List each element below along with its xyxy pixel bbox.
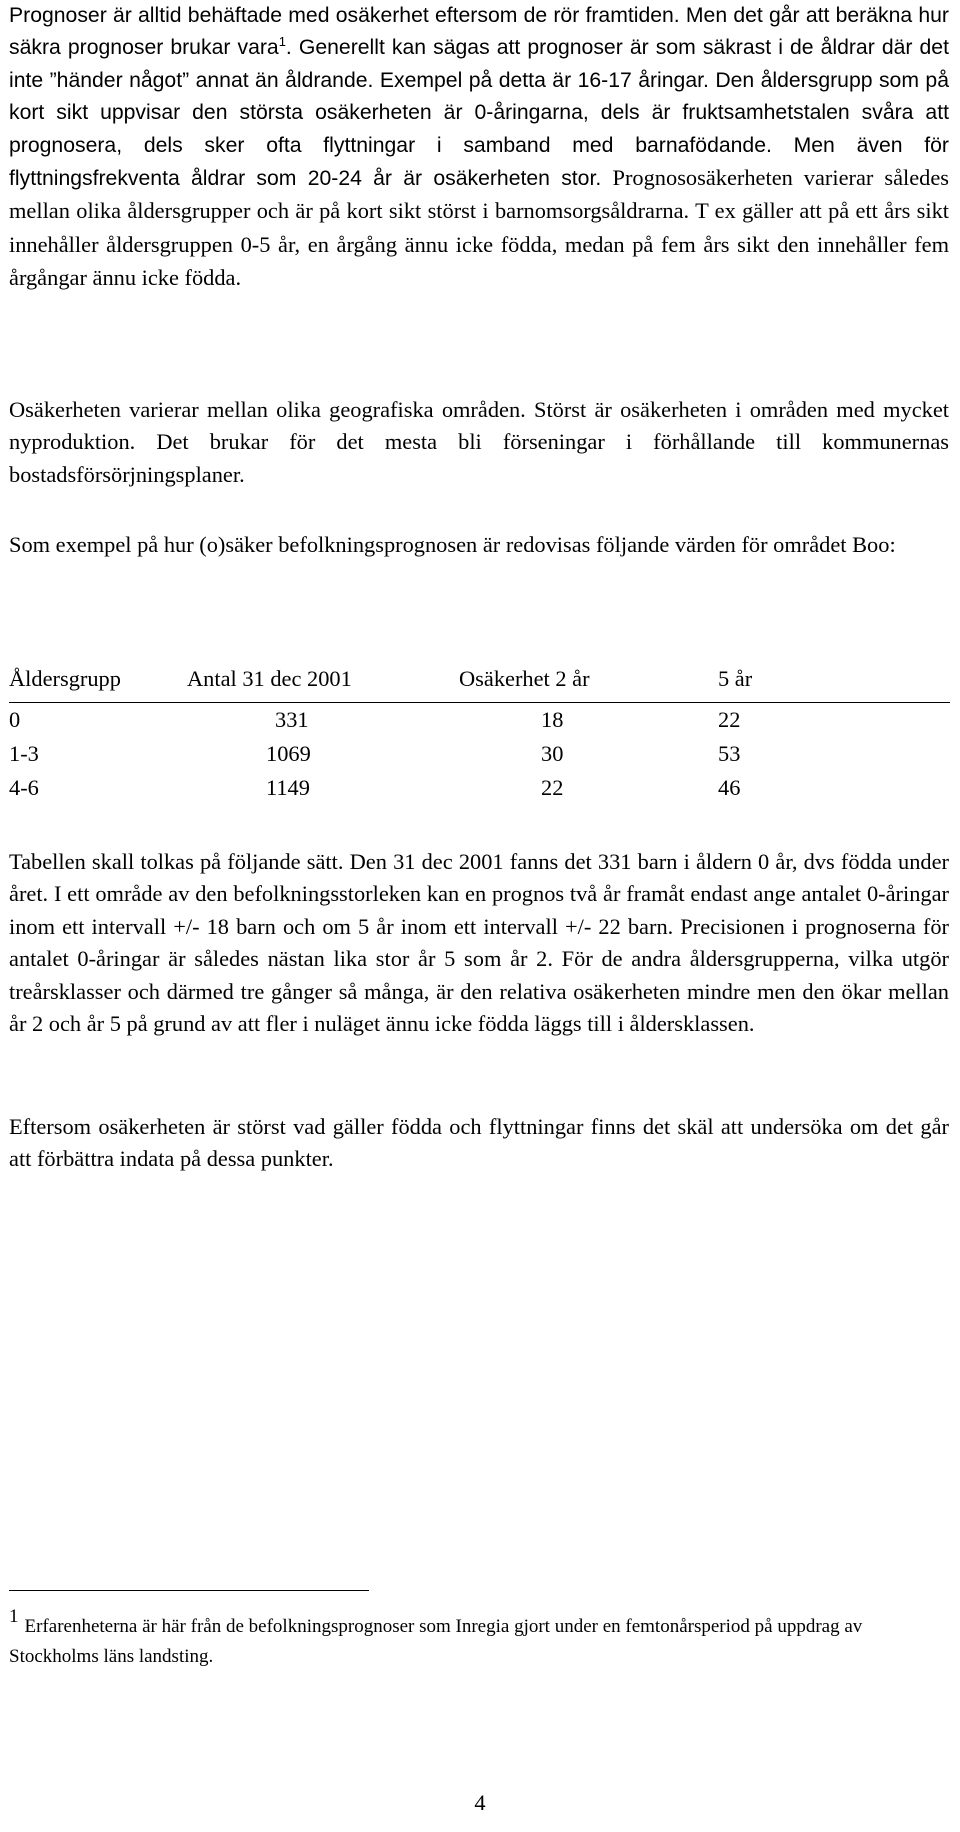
table-cell: 30 bbox=[541, 741, 564, 766]
footnote-text: Erfarenheterna är här från de befolkningsprognoser som Inregia gjort under en femtonårsperiod på uppdrag av Stockholms läns landsting. bbox=[9, 1616, 863, 1667]
table-cell: 0 bbox=[9, 707, 21, 732]
table-cell: 331 bbox=[275, 707, 309, 732]
table-cell: 22 bbox=[541, 775, 564, 800]
paragraph-intro bbox=[9, 0, 949, 296]
paragraph-geography: Osäkerheten varierar mellan olika geografiska områden. Störst är osäkerheten i områden med mycket nyproduktion. Det brukar för det mesta bli förseningar i förhållande till kommunernas bostadsförsörjningsplaner. bbox=[9, 397, 949, 487]
footnote-divider bbox=[9, 1590, 369, 1591]
table-header-count: Antal 31 dec 2001 bbox=[187, 666, 352, 691]
uncertainty-table bbox=[9, 664, 950, 805]
table-cell: 46 bbox=[718, 775, 741, 800]
paragraph-intro-text-c: Prognososäkerheten varierar således mellan olika åldersgrupper och är på kort sikt störst i barnomsorgsåldrarna. T ex gäller att på ett års sikt innehåller åldersgruppen 0-5 år, en årgång ännu icke födda, medan på fem års sikt den innehåller fem årgångar ännu icke födda. bbox=[9, 165, 950, 291]
table-cell: 1-3 bbox=[9, 741, 39, 766]
table-cell: 4-6 bbox=[9, 775, 39, 800]
table-header-uncertainty-2y: Osäkerhet 2 år bbox=[459, 666, 590, 691]
table-cell: 1149 bbox=[266, 775, 310, 800]
table-row bbox=[9, 771, 950, 805]
table-header-row bbox=[9, 664, 950, 703]
footnote-reference[interactable]: 1 bbox=[278, 34, 286, 50]
table-cell: 18 bbox=[541, 707, 564, 732]
table-row bbox=[9, 703, 950, 737]
table-cell: 1069 bbox=[266, 741, 311, 766]
footnote bbox=[9, 1606, 949, 1672]
paragraph-intro-text-b: . Generellt kan sägas att prognoser är som säkrast i de åldrar där det inte ”händer något” annat än åldrande. Exempel på detta är 16-17 åringar. Den åldersgrupp som på kort sikt uppvisar den största osäkerheten är 0-åringarna, dels är fruktsamhetstalen svåra att prognosera, dels sker ofta flyttningar i samband med barnafödande. Men även för flyttningsfrekventa åldrar som 20-24 år är osäkerheten stor. bbox=[9, 36, 949, 191]
table-cell: 22 bbox=[718, 707, 741, 732]
table-cell: 53 bbox=[718, 741, 741, 766]
paragraph-example-intro: Som exempel på hur (o)säker befolkningsprognosen är redovisas följande värden för området Boo: bbox=[9, 532, 896, 557]
page-number: 4 bbox=[474, 1790, 486, 1815]
paragraph-conclusion: Eftersom osäkerheten är störst vad gäller födda och flyttningar finns det skäl att undersöka om det går att förbättra indata på dessa punkter. bbox=[9, 1114, 949, 1172]
footnote-mark: 1 bbox=[9, 1606, 19, 1627]
paragraph-table-interpretation: Tabellen skall tolkas på följande sätt. Den 31 dec 2001 fanns det 331 barn i åldern 0 år, dvs födda under året. I ett område av den befolkningsstorleken kan en prognos två år framåt endast ange antalet 0-åringar inom ett intervall +/- 18 barn och om 5 år inom ett intervall +/- 22 barn. Precisionen i prognoserna för antalet 0-åringar är således nästan lika stor år 5 som år 2. För de andra åldersgrupperna, vilka utgör treårsklasser och därmed tre gånger så många, är den relativa osäkerheten mindre men den ökar mellan år 2 och år 5 på grund av att fler i nuläget ännu icke födda läggs till i åldersklassen. bbox=[9, 849, 949, 1037]
paragraph-intro-text-a: Prognoser är alltid behäftade med osäkerhet eftersom de rör framtiden. Men det går att beräkna hur säkra prognoser brukar vara bbox=[9, 4, 949, 60]
table-row bbox=[9, 737, 950, 771]
table-header-age-group: Åldersgrupp bbox=[9, 666, 121, 691]
table-header-5y: 5 år bbox=[718, 666, 753, 691]
